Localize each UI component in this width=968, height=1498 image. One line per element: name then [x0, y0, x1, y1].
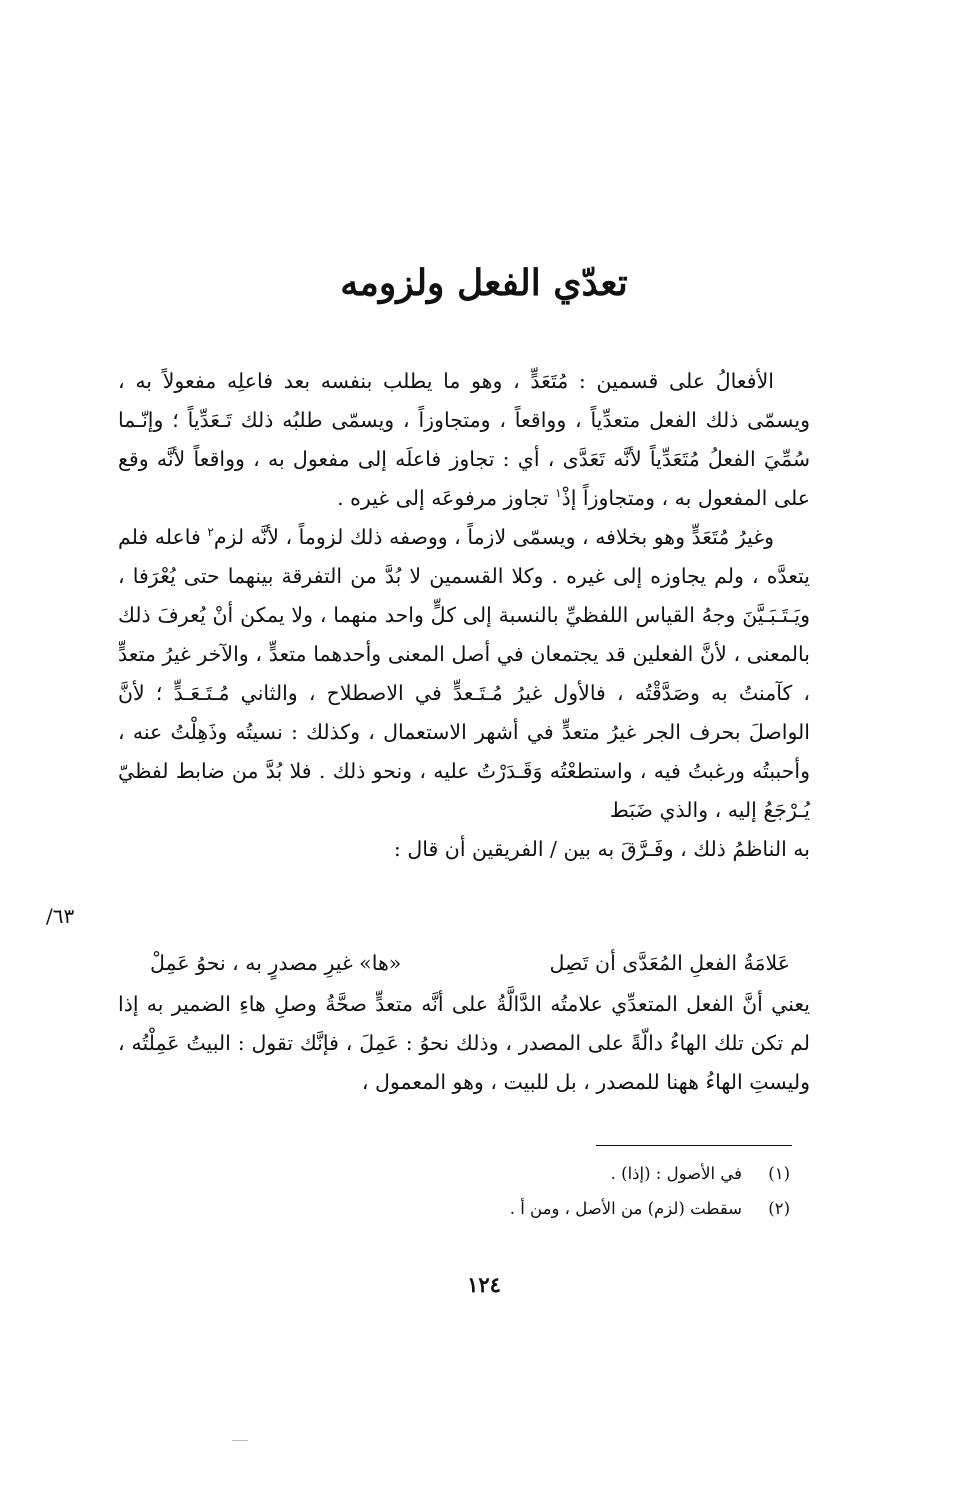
footnote-ref-1: ١	[555, 486, 562, 501]
footnotes	[300, 1156, 790, 1226]
paragraph-3: به الناظمُ ذلك ، وفَـرَّقَ به بين / الفريقين أن قال :	[393, 837, 810, 861]
footnote-divider	[596, 1145, 792, 1146]
verse-hemistich-1: عَلامَةُ الفعلِ المُعَدَّى أن تَصِل	[549, 951, 790, 975]
verse-hemistich-2: «ها» غيرِ مصدرٍ به ، نحوُ عَمِلْ	[150, 951, 402, 975]
paragraph-1-text: الأفعالُ على قسمين : مُتَعَدٍّ ، وهو ما يطلب بنفسه بعد فاعلِه مفعولاً به ، ويسمّى ذلك الفعل متعدِّياً ، وواقعاً ، ومتجاوزاً ، ويسمّى طلبُه ذلك تَـعَدِّياً ؛ وإنّـما سُمِّيَ الفعلُ مُتَعَدِّياً لأنَّه تَعَدَّى ، أي : تجاوز فاعلَه إلى مفعول به ، وواقعاً لأنَّه وقع على المفعول به ، ومتجاوزاً إذْ	[118, 369, 810, 510]
footnote-number: (١)	[768, 1164, 790, 1183]
poem-verse	[150, 944, 790, 983]
footnote-text: سقطت (لزم) من الأصل ، ومن أ .	[509, 1199, 742, 1218]
paragraph-2-cont: فاعله فلم يتعدَّه ، ولم يجاوزه إلى غيره . وكلا القسمين لا بُدَّ من التفرقة بينهما حتى يُعْرَفا ، ويَـتَـبَـيَّنَ وجهُ القياس اللفظيِّ بالنسبة إلى كلٍّ واحد منهما ، ولا يمكن أنْ يُعرفَ ذلك بالمعنى ، لأنَّ الفعلين قد يجتمعان في أصل المعنى وأحدهما متعدٍّ ، والآخر غيرُ متعدٍّ ، كآمنتُ به وصَدَّقْتُه ، فالأول غيرُ مُـتَـعدٍّ في الاصطلاح ، والثاني مُـتَـعَـدٍّ ؛ لأنَّ الواصلَ بحرف الجر غيرُ متعدٍّ في أشهر الاستعمال ، وكذلك : نسيتُه وذَهِلْتُ عنه ، وأحببتُه ورغبتُ فيه ، واستطعْتُه وَقَـدَرْتُ عليه ، ونحو ذلك . فلا بُدَّ من ضابط لفظيّ يُـرْجَعُ إليه ، والذي ضَبَط	[118, 525, 810, 822]
commentary-text	[118, 985, 810, 1102]
paragraph-4: يعني أنَّ الفعل المتعدِّي علامتُه الدَّالَّةُ على أنَّه متعدٍّ صحَّةُ وصلِ هاءِ الضمير به إذا لم تكن تلك الهاءُ دالّةً على المصدر ، وذلك نحوُ : عَمِلَ ، فإنَّك تقول : البيتُ عَمِلْتُه ، وليستِ الهاءُ ههنا للمصدر ، بل للبيت ، وهو المعمول ،	[118, 992, 810, 1094]
footnote-2	[300, 1191, 790, 1226]
footnote-1	[300, 1156, 790, 1191]
chapter-title: تعدّي الفعل ولزومه	[340, 262, 628, 304]
paragraph-1	[118, 362, 810, 518]
margin-folio-note: /٦٣	[46, 904, 75, 928]
footnote-text: في الأصول : (إذا) .	[610, 1164, 742, 1183]
main-text	[118, 362, 810, 869]
paragraph-1-end: تجاوز مرفوعَه إلى غيره .	[337, 486, 549, 510]
paragraph-2-text: وغيرُ مُتَعَدٍّ وهو بخلافه ، ويسمّى لازماً ، ووصفه ذلك لزوماً ، لأنَّه لزم	[213, 525, 774, 549]
scan-artifact	[232, 1440, 248, 1441]
page-number: ١٢٤	[467, 1272, 501, 1297]
footnote-number: (٢)	[768, 1199, 790, 1218]
paragraph-2	[118, 518, 810, 830]
footnote-ref-2: ٢	[207, 525, 214, 540]
